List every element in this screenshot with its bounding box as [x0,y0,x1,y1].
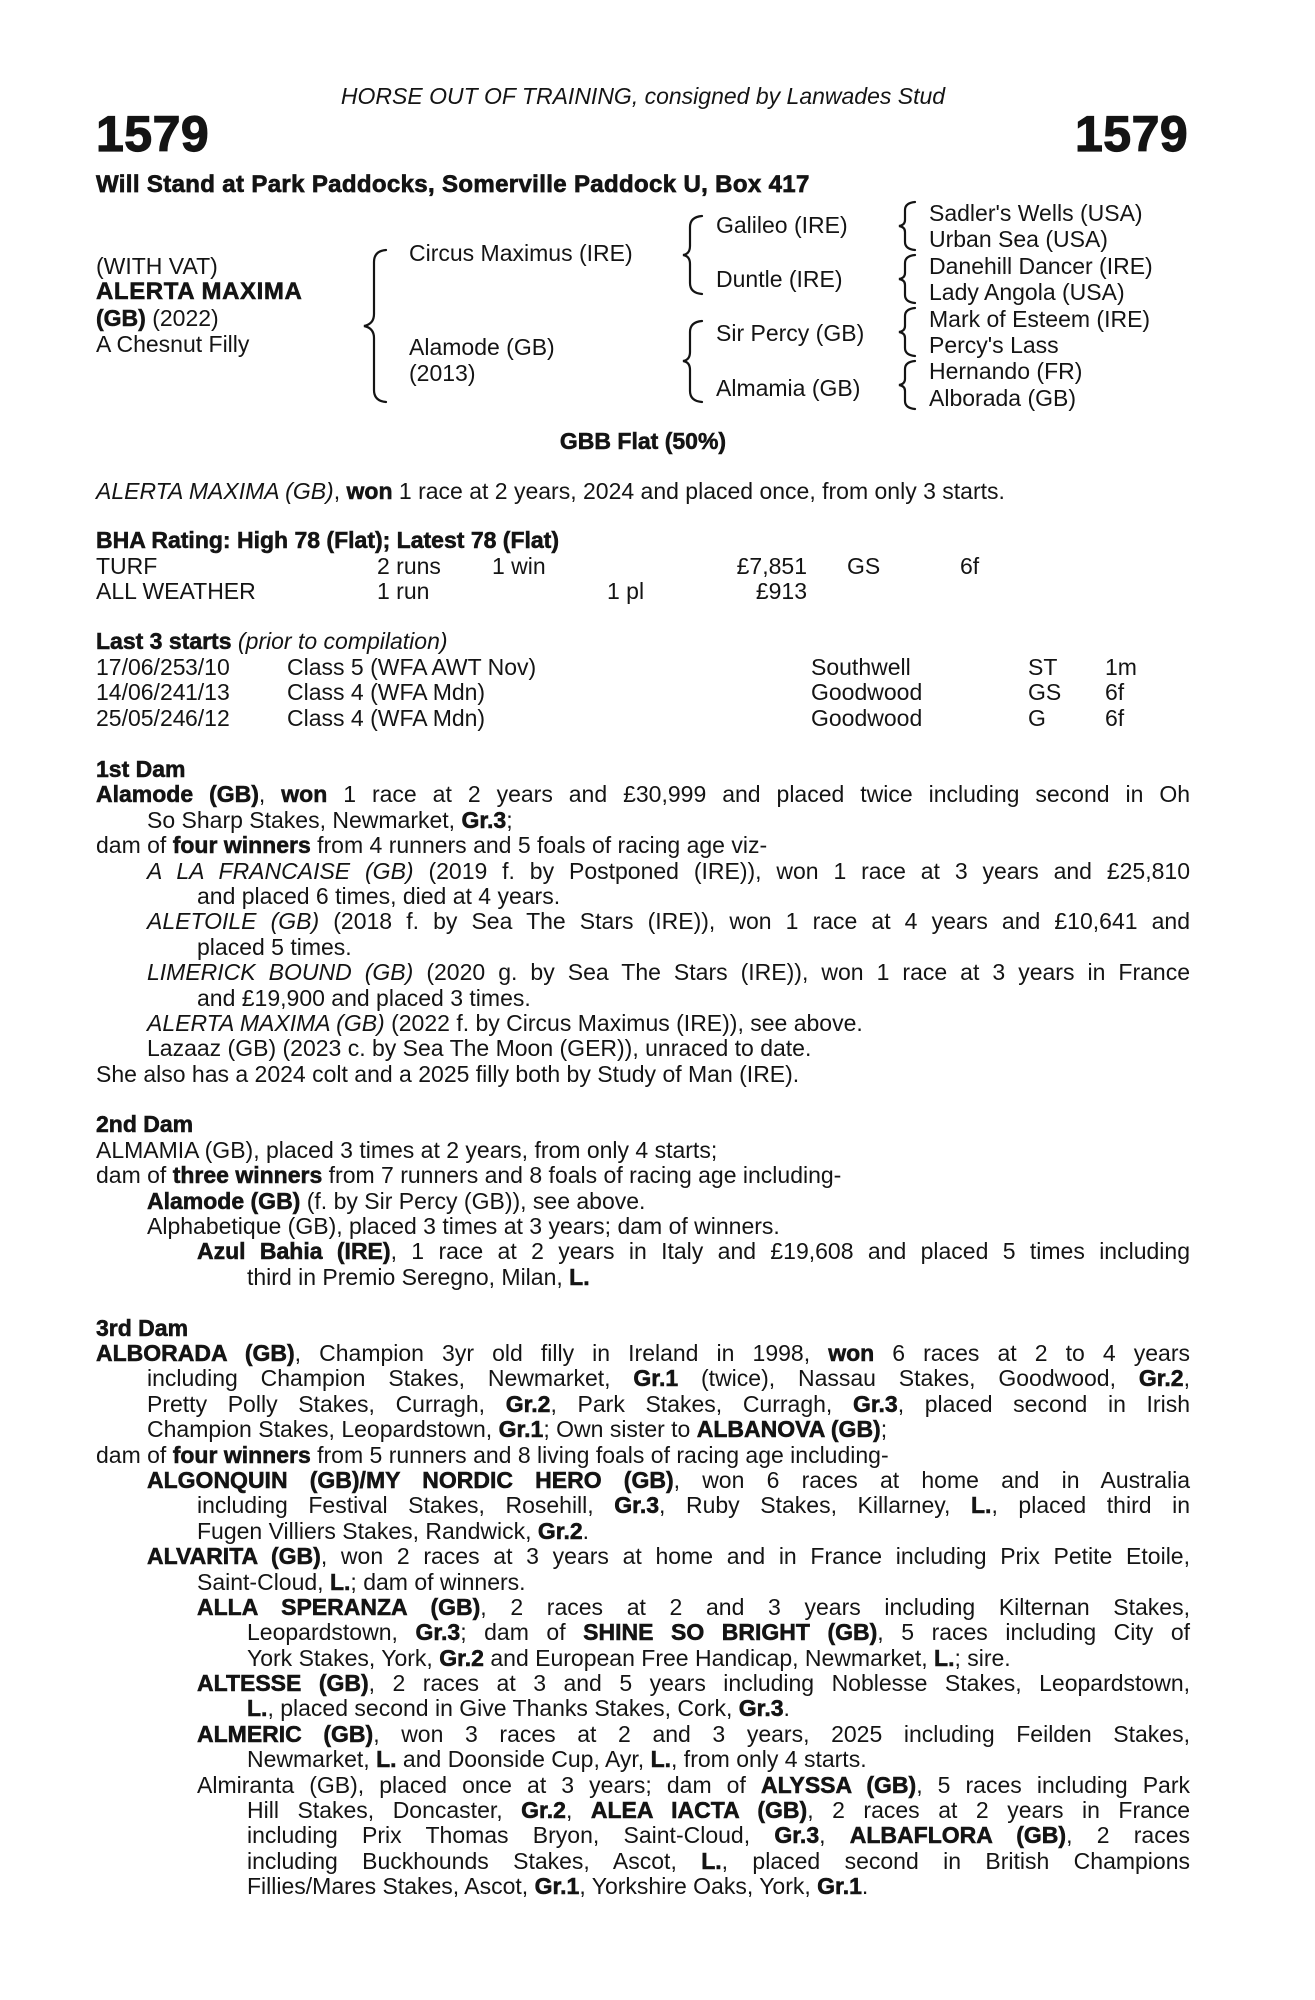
bha-row [0,554,1315,580]
text: , 2 races [1066,1822,1190,1849]
bold-text: Gr.3 [614,1492,660,1519]
text-line [96,1341,1190,1366]
dam-entry [96,1011,1190,1036]
brace-parents [364,250,386,402]
bold-text: ALBAFLORA (GB) [849,1822,1067,1849]
text: Champion Stakes, Leopardstown, [147,1416,499,1443]
dam-entry [96,1062,1190,1087]
text: , [258,781,282,808]
text-line [96,960,1190,985]
brace-galileo-parents [899,202,915,250]
start-distance: 1m [1105,654,1137,680]
text: Alphabetique (GB), placed 3 times at 3 years; dam of winners. [147,1213,780,1240]
italic-text: ALETOILE (GB) [147,908,320,935]
horse-country: (GB) [96,305,146,331]
bold-text: Gr.3 [774,1822,820,1849]
text-line [96,1265,1190,1290]
bold-text: Alamode (GB) [147,1187,301,1214]
bold-text: won [828,1339,875,1366]
text-line [96,1798,1190,1823]
great-grandparent: Alborada (GB) [929,384,1077,411]
horse-name: ALERTA MAXIMA [96,278,303,305]
text: and £19,900 and placed 3 times. [197,984,531,1011]
bold-text: Gr.1 [534,1873,580,1900]
start-position: 3/10 [185,654,230,680]
text-line [96,1011,1190,1036]
horse-description: A Chesnut Filly [96,331,250,357]
text-line [96,1620,1190,1645]
text: from 7 runners and 8 foals of racing age including- [322,1162,842,1189]
text-line [96,986,1190,1011]
text-line [96,1493,1190,1518]
text: Newmarket, [247,1746,377,1773]
great-grandparent: Urban Sea (USA) [929,226,1108,253]
text: third in Premio Seregno, Milan, [247,1263,570,1290]
text: (2018 f. by Sea The Stars (IRE)), won 1 race at 4 years and £10,641 and [319,908,1190,935]
bold-text: L. [650,1746,672,1773]
bold-text: Gr.2 [1138,1365,1184,1392]
dam-entry [96,1163,1190,1188]
bold-text: ALGONQUIN (GB)/MY NORDIC HERO (GB) [147,1466,674,1493]
text: (twice), Nassau Stakes, Goodwood, [678,1365,1139,1392]
text-line [96,1214,1190,1239]
grandparent: Sir Percy (GB) [716,320,865,347]
bold-text: Azul Bahia (IRE) [197,1238,391,1265]
surface: TURF [96,553,158,579]
text-line [96,808,1190,833]
text-line [96,1696,1190,1721]
dam-section [96,757,1190,1087]
great-grandparent: Danehill Dancer (IRE) [929,252,1153,279]
text-line [96,884,1190,909]
text: , Ruby Stakes, Killarney, [659,1492,971,1519]
text-line [96,1874,1190,1899]
text: Hill Stakes, Doncaster, [247,1797,522,1824]
start-race: Class 4 (WFA Mdn) [287,679,486,705]
text: Pretty Polly Stakes, Curragh, [147,1390,506,1417]
text: , [333,478,347,504]
bold-text: ALLA SPERANZA (GB) [197,1593,481,1620]
dam-entry [96,1443,1190,1468]
dam-heading: 2nd Dam [96,1111,194,1138]
bold-text: four winners [172,832,311,859]
text-line [96,1849,1190,1874]
bold-text: won [281,781,328,808]
consignment-note: HORSE OUT OF TRAINING, consigned by Lanwades Stud [340,83,946,109]
horse-year: (2022) [145,305,219,331]
brace-dam-parents [683,321,702,402]
lot-number-right: 1579 [1075,106,1189,162]
text: Almiranta (GB), placed once at 3 years; dam of [197,1771,761,1798]
vat-note: (WITH VAT) [96,253,218,279]
distance: 6f [960,553,980,579]
prize-money: £7,851 [736,553,807,579]
dam-entry [96,833,1190,858]
text: ; [880,1416,888,1443]
text: and placed 6 times, died at 4 years. [197,882,561,909]
lot-number-left: 1579 [96,106,210,162]
last-starts-note: (prior to compilation) [231,628,448,654]
text: and European Free Handicap, Newmarket, [483,1644,935,1671]
dam-entry [96,1341,1190,1443]
text-line [96,782,1190,807]
text: dam of [96,832,173,859]
text: 1 race at 2 years and £30,999 and placed twice including second in Oh [327,781,1191,808]
text: She also has a 2024 colt and a 2025 filly both by Study of Man (IRE). [96,1060,800,1087]
great-grandparent: Percy's Lass [929,331,1059,358]
text: from 4 runners and 5 foals of racing age viz- [310,832,768,859]
text-line [96,859,1190,884]
start-date: 17/06/25 [96,654,186,680]
text: . [783,1695,790,1722]
dam-entry [96,1544,1190,1595]
bold-text: Gr.3 [852,1390,898,1417]
bold-text: won [346,478,393,504]
bold-text: ALYSSA (GB) [760,1771,917,1798]
text: ; sire. [954,1644,1011,1671]
text: (f. by Sir Percy (GB)), see above. [300,1187,646,1214]
start-position: 1/13 [185,679,230,705]
text: ; dam of winners. [350,1568,526,1595]
text: . [582,1517,590,1544]
bold-text: Gr.3 [415,1619,461,1646]
bold-text: L. [934,1644,955,1671]
text: , Champion 3yr old filly in Ireland in 1998, [294,1339,829,1366]
text: , [565,1797,591,1824]
dam-entry [96,859,1190,910]
text: , won 6 races at home and in Australia [673,1466,1190,1493]
start-course: Goodwood [811,705,923,731]
pedigree-dam-year: (2013) [409,360,476,386]
text: . [861,1873,869,1900]
prize-money: £913 [755,578,807,604]
bold-text: ALEA IACTA (GB) [590,1797,808,1824]
dam-heading: 1st Dam [96,756,186,782]
stand-location: Will Stand at Park Paddocks, Somerville Paddock U, Box 417 [96,171,810,198]
bold-text: Gr.1 [498,1416,544,1443]
bha-rating-title: BHA Rating: High 78 (Flat); Latest 78 (Flat) [96,527,559,553]
text: , won 3 races at 2 and 3 years, 2025 including Feilden Stakes, [373,1720,1190,1747]
brace-sire-parents [683,216,702,294]
bold-text: ALVARITA (GB) [147,1543,321,1570]
text: ; Own sister to [543,1416,697,1443]
text-line [96,1747,1190,1772]
text: , won 2 races at 3 years at home and in France including Prix Petite Etoile, [320,1543,1190,1570]
bold-text: ALTESSE (GB) [197,1670,369,1697]
start-date: 25/05/24 [96,705,186,731]
bold-text: Gr.3 [461,806,507,833]
text-line [96,1138,1190,1163]
bold-text: Gr.2 [505,1390,551,1417]
dam-heading: 3rd Dam [96,1314,189,1341]
text: Saint-Cloud, [197,1568,330,1595]
text: Fillies/Mares Stakes, Ascot, [247,1873,535,1900]
bold-text: L. [329,1568,351,1595]
dam-section [96,1112,1190,1290]
pedigree-grandparents [716,212,864,429]
great-grandparent: Lady Angola (USA) [929,279,1125,306]
text: (2020 g. by Sea The Stars (IRE)), won 1 race at 3 years in France [413,959,1191,986]
dam-entry [96,1671,1190,1722]
text: placed 5 times. [197,933,352,960]
start-going: ST [1028,654,1058,680]
text: , Park Stakes, Curragh, [550,1390,853,1417]
going: GS [847,553,881,579]
start-race: Class 5 (WFA AWT Nov) [287,654,537,680]
text: from 5 runners and 8 living foals of racing age including- [310,1441,889,1468]
dam-entry [96,1189,1190,1214]
text: So Sharp Stakes, Newmarket, [147,806,462,833]
text: dam of [96,1441,173,1468]
text-line [96,833,1190,858]
text: , [819,1822,850,1849]
text: , 1 race at 2 years in Italy and £19,608 and placed 5 times including [390,1238,1190,1265]
pedigree-sire: Circus Maximus (IRE) [409,240,633,266]
text-line [96,1366,1190,1391]
text: Lazaaz (GB) (2023 c. by Sea The Moon (GER)), unraced to date. [147,1035,812,1062]
text-line [96,1544,1190,1569]
text-line [96,1417,1190,1442]
text-line [96,935,1190,960]
text: , placed third in [991,1492,1190,1519]
start-distance: 6f [1105,705,1125,731]
pedigree-dam: Alamode (GB) [409,334,555,360]
text: 6 races at 2 to 4 years [874,1339,1190,1366]
start-row [0,655,1315,681]
dam-entry [96,1468,1190,1544]
text-line [96,1595,1190,1620]
text: 1 race at 2 years, 2024 and placed once, from only 3 starts. [392,478,1005,504]
text: , [1183,1365,1190,1392]
placed: 1 pl [607,578,645,604]
start-course: Southwell [811,654,911,680]
dam-entry [96,1239,1190,1290]
bold-text: L. [971,1492,992,1519]
great-grandparent: Hernando (FR) [929,358,1083,385]
start-row [0,706,1315,732]
text: , 2 races at 3 and 5 years including Noblesse Stakes, Leopardstown, [368,1670,1191,1697]
text: , 5 races including City of [877,1619,1191,1646]
text: , placed second in Give Thanks Stakes, Cork, [267,1695,739,1722]
dam-entry [96,960,1190,1011]
bold-text: Gr.2 [439,1644,484,1671]
text: , from only 4 starts. [671,1746,867,1773]
text: ALMAMIA (GB), placed 3 times at 2 years, from only 4 starts; [96,1136,718,1163]
grandparent: Almamia (GB) [716,374,861,401]
dam-entry [96,1036,1190,1061]
text-line [96,1468,1190,1493]
dam-entry [96,1722,1190,1773]
text: dam of [96,1162,173,1189]
runs: 2 runs [377,553,441,579]
dam-entry [96,1595,1190,1671]
text: Leopardstown, [247,1619,416,1646]
text: , 2 races at 2 years in France [807,1797,1190,1824]
italic-text: ALERTA MAXIMA (GB) [96,478,334,504]
bold-text: four winners [172,1441,311,1468]
text-line [96,909,1190,934]
dam-entry [96,1773,1190,1900]
bold-text: SHINE SO BRIGHT (GB) [583,1619,878,1646]
gbb-eligibility: GBB Flat (50%) [559,428,727,454]
brace-duntle-parents [899,255,915,303]
bold-text: Alamode (GB) [96,781,259,808]
start-race: Class 4 (WFA Mdn) [287,705,486,731]
italic-text: LIMERICK BOUND (GB) [147,959,414,986]
bold-text: ALBORADA (GB) [96,1339,295,1366]
bold-text: L. [569,1263,590,1290]
text: , Yorkshire Oaks, York, [579,1873,818,1900]
bold-text: Gr.2 [537,1517,583,1544]
text: ; dam of [460,1619,584,1646]
bold-text: three winners [172,1162,323,1189]
text: , placed second in British Champions [721,1847,1190,1874]
race-summary [96,479,1005,504]
grandparent: Galileo (IRE) [716,212,848,238]
pedigree-parents [409,240,633,386]
text-line [96,1671,1190,1696]
text-line [96,1646,1190,1671]
text: ; [506,806,513,833]
pedigree-great-grandparents [929,200,1153,411]
bold-text: Gr.1 [817,1873,862,1900]
dam-entry [96,782,1190,833]
dam-entry [96,1214,1190,1239]
text: (2019 f. by Postponed (IRE)), won 1 race at 3 years and £25,810 [413,857,1190,884]
text: , placed second in Irish [897,1390,1190,1417]
italic-text: ALERTA MAXIMA (GB) [147,1009,385,1036]
wins: 1 win [492,553,546,579]
start-distance: 6f [1105,679,1125,705]
text: including Prix Thomas Bryon, Saint-Cloud, [247,1822,775,1849]
italic-text: A LA FRANCAISE (GB) [147,857,414,884]
text: Fugen Villiers Stakes, Randwick, [197,1517,538,1544]
text-line [96,1189,1190,1214]
start-date: 14/06/24 [96,679,186,705]
text: , 2 races at 2 and 3 years including Kilternan Stakes, [480,1593,1190,1620]
text-line [96,1823,1190,1848]
last-starts-heading: Last 3 starts [96,628,232,654]
bha-row [0,579,1315,605]
dam-sections [96,757,1190,1900]
text-line [96,1570,1190,1595]
start-going: G [1028,705,1046,731]
text-line [96,1443,1190,1468]
text-line [96,1163,1190,1188]
bold-text: Gr.1 [633,1365,679,1392]
text: including Buckhounds Stakes, Ascot, [247,1847,702,1874]
text-line [96,1239,1190,1264]
great-grandparent: Sadler's Wells (USA) [929,200,1143,226]
text-line [96,1519,1190,1544]
bold-text: Gr.2 [521,1797,566,1824]
text: , 5 races including Park [916,1771,1190,1798]
bold-text: ALBANOVA (GB) [696,1416,881,1443]
start-course: Goodwood [811,679,923,705]
bold-text: L. [701,1847,722,1874]
runs: 1 run [377,578,430,604]
text-line [96,1392,1190,1417]
last-starts-title [96,629,448,654]
bold-text: ALMERIC (GB) [197,1720,374,1747]
text-line [96,1722,1190,1747]
dam-section [96,1316,1190,1900]
text: including Festival Stakes, Rosehill, [197,1492,615,1519]
brace-sir-percy-parents [899,308,915,356]
text-line [96,1062,1190,1087]
text: (2022 f. by Circus Maximus (IRE)), see above. [384,1009,863,1036]
grandparent: Duntle (IRE) [716,266,843,293]
bold-text: L. [247,1695,268,1722]
start-position: 6/12 [185,705,230,731]
text-line [96,1773,1190,1798]
bold-text: Gr.3 [738,1695,784,1722]
dam-entry [96,909,1190,960]
bold-text: L. [376,1746,397,1773]
great-grandparent: Mark of Esteem (IRE) [929,305,1151,332]
start-going: GS [1028,679,1062,705]
brace-almamia-parents [899,361,915,409]
surface: ALL WEATHER [96,578,256,604]
text-line [96,1036,1190,1061]
start-row [0,680,1315,706]
dam-entry [96,1138,1190,1163]
text: including Champion Stakes, Newmarket, [147,1365,634,1392]
text: York Stakes, York, [247,1644,440,1671]
text: and Doonside Cup, Ayr, [396,1746,651,1773]
